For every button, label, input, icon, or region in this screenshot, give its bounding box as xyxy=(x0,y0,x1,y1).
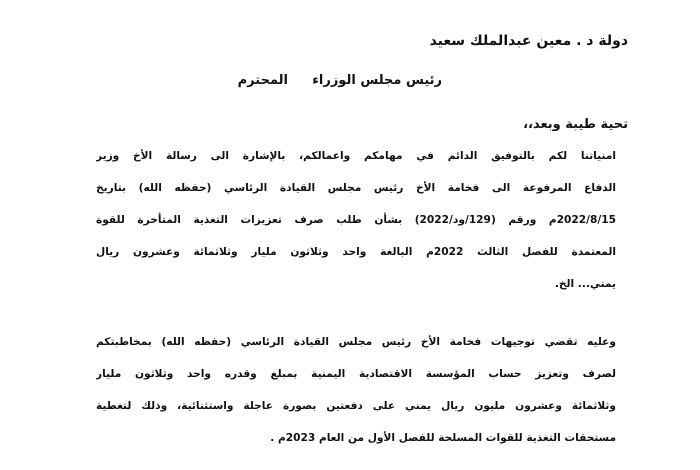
greeting: تحية طيبة وبعد،، xyxy=(523,117,628,132)
recipient-title: رئيس مجلس الوزراء xyxy=(312,73,442,88)
paragraph-line: 2022/8/15م ورقم (129/ود/2022) بشأن طلب صرف تعزيزات التغذية المتأخرة للقوة xyxy=(96,214,616,226)
paragraph-line: المعتمدة للفصل الثالث 2022م البالغة واحد وثلاثون مليار وثلاثمائة وعشرون ريال xyxy=(96,246,616,258)
paragraph-line: يمني... الخ. xyxy=(554,278,616,290)
paragraph-line: مستحقات التغذية للقوات المسلحة للفصل الأول من العام 2023م . xyxy=(270,432,616,444)
paragraph-line: لصرف وتعزيز حساب المؤسسة الاقتصادية اليمنية بمبلغ وقدره واحد وثلاثون مليار xyxy=(96,368,616,380)
body-paragraph-1 xyxy=(96,140,616,300)
body-paragraph-2 xyxy=(96,326,616,454)
paragraph-line: امنياتنا لكم بالتوفيق الدائم في مهامكم واعمالكم، بالإشارة الى رسالة الأخ وزير xyxy=(96,150,616,162)
paragraph-line: وثلاثمائة وعشرون مليون ريال يمني على دفعتين بصورة عاجلة واستثنائية، وذلك لتغطية xyxy=(96,400,616,412)
honorific: المحترم xyxy=(237,73,288,88)
addressee-line: دولة د . معين عبدالملك سعيد xyxy=(429,33,628,49)
paragraph-line: الدفاع المرفوعة الى فخامة الأخ رئيس مجلس القيادة الرئاسي (حفظه الله) بتاريخ xyxy=(96,182,616,194)
paragraph-line: وعليه تقضي توجيهات فخامة الأخ رئيس مجلس القيادة الرئاسي (حفظه الله) بمخاطبتكم xyxy=(96,336,616,348)
